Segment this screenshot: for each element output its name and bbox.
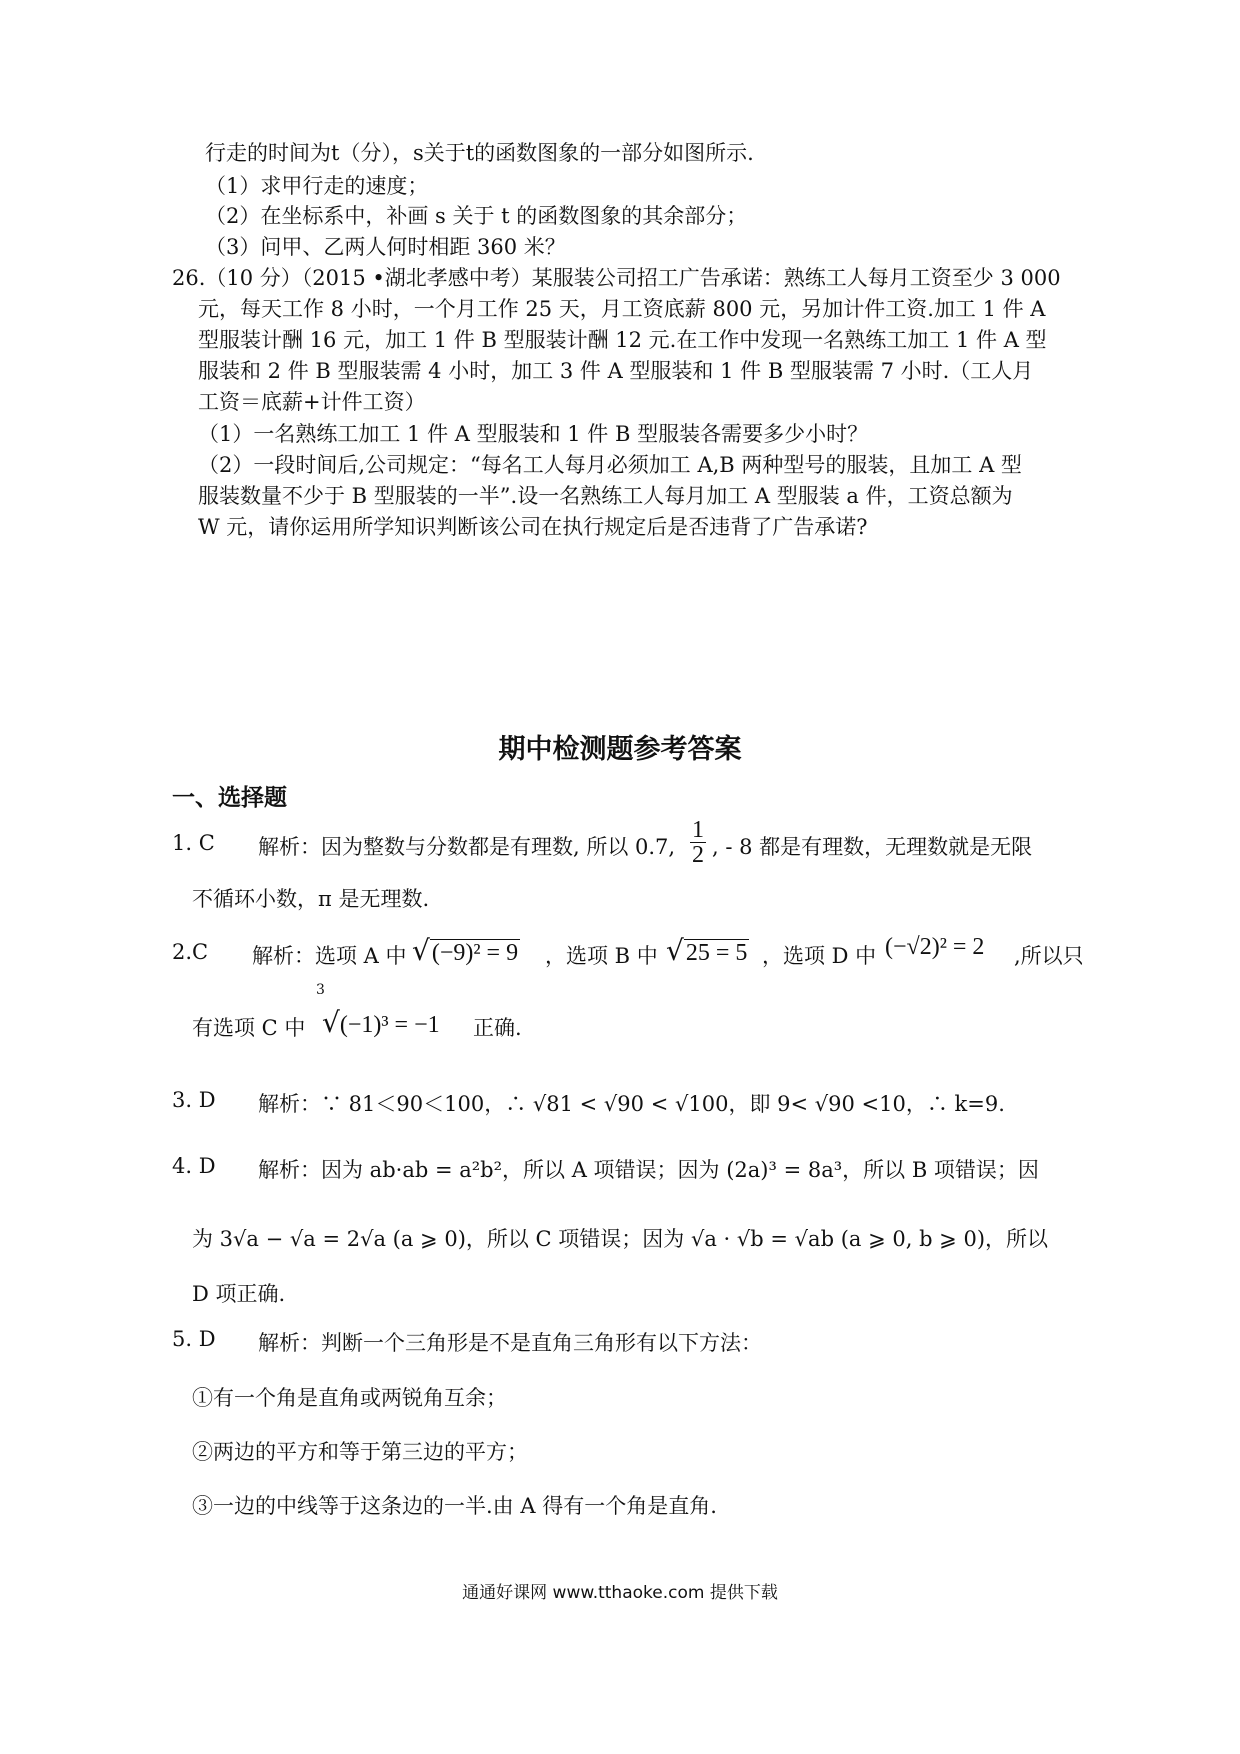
q26-sub1: （1）一名熟练工加工 1 件 A 型服装和 1 件 B 型服装各需要多少小时？ [198,422,869,446]
q26-line1: 26.（10 分）（2015 •湖北孝感中考）某服装公司招工广告承诺：熟练工人每月工资至少 3 000 [172,266,1061,290]
q25-sub3: （3）问甲、乙两人何时相距 360 米？ [205,235,566,259]
radicand: (−9)² = 9 [431,940,519,966]
answer-2-math-3: (−√2)² = 2 [885,934,985,960]
radical-sign: √ [666,934,684,967]
answer-5-item3: ③一边的中线等于这条边的一半.由 A 得有一个角是直角. [192,1494,717,1518]
answer-1-line2: 不循环小数，π 是无理数. [192,887,430,911]
q26-line4: 服装和 2 件 B 型服装需 4 小时，加工 3 件 A 型服装和 1 件 B 型服装需 7 小时.（工人月 [198,359,1034,383]
q25-sub2: （2）在坐标系中，补画 s 关于 t 的函数图象的其余部分； [205,204,748,228]
q26-line5: 工资＝底薪+计件工资） [198,390,426,414]
q25-line1: 行走的时间为t（分），s关于t的函数图象的一部分如图所示. [205,141,754,165]
answer-2-text-d: ,所以只 [1014,944,1084,968]
answer-2-text-a: 解析：选项 A 中 [252,944,407,968]
answer-2-math-2 [666,934,749,967]
fraction-denominator: 2 [692,842,704,868]
q25-sub1: （1）求甲行走的速度； [205,174,429,198]
answer-3-label: 3. D [172,1088,216,1112]
q26-line3: 型服装计酬 16 元，加工 1 件 B 型服装计酬 12 元.在工作中发现一名熟练工加工 1 件 A 型 [198,328,1047,352]
answer-4-line2: 为 3√a − √a = 2√a (a ⩾ 0)，所以 C 项错误；因为 √a · √b = √ab (a ⩾ 0, b ⩾ 0)，所以 [192,1227,1049,1251]
answer-1-text-b: , - 8 都是有理数，无理数就是无限 [712,835,1033,859]
answer-4-line3: D 项正确. [192,1282,286,1306]
answer-2-line2-b: 正确. [473,1016,522,1040]
answer-5-label: 5. D [172,1327,216,1351]
answer-1-label: 1. C [172,831,215,855]
answers-title: 期中检测题参考答案 [498,734,742,765]
answer-2-math-1 [412,934,520,967]
section-choice: 一、选择题 [172,785,287,811]
answer-5-item1: ①有一个角是直角或两锐角互余； [192,1386,507,1410]
answer-2-line2-a: 有选项 C 中 [192,1016,306,1040]
radicand: (−1)³ = −1 [339,1012,440,1038]
answer-4-line1: 解析：因为 ab·ab = a²b²，所以 A 项错误；因为 (2a)³ = 8a³，所以 B 项错误；因 [258,1158,1039,1182]
answer-4-label: 4. D [172,1154,216,1178]
answer-2-text-b: ，选项 B 中 [545,944,658,968]
answer-2-text-c: ，选项 D 中 [762,944,877,968]
answer-2-math-4 [322,1006,440,1039]
q26-sub2b: 服装数量不少于 B 型服装的一半”.设一名熟练工人每月加工 A 型服装 a 件，工资总额为 [198,484,1013,508]
page-footer: 通通好课网 www.tthaoke.com 提供下载 [462,1583,778,1603]
q26-sub2a: （2）一段时间后,公司规定：“每名工人每月必须加工 A,B 两种型号的服装，且加工 A 型 [198,453,1022,477]
answer-5-item2: ②两边的平方和等于第三边的平方； [192,1440,528,1464]
q26-sub2c: W 元，请你运用所学知识判断该公司在执行规定后是否违背了广告承诺? [198,515,868,539]
answer-1-text-a: 解析：因为整数与分数都是有理数, 所以 0.7, [258,835,676,859]
answer-2-label: 2.C [172,940,209,964]
radicand: 25 = 5 [685,940,748,966]
answer-1-fraction [690,818,706,867]
root-index: 3 [316,982,325,998]
answer-5-line1: 解析：判断一个三角形是不是直角三角形有以下方法： [258,1331,762,1355]
radical-sign: √ [412,934,430,967]
radical-sign: √ [322,1006,340,1039]
fraction-numerator: 1 [692,817,704,843]
answer-3-text: 解析：∵ 81＜90＜100，∴ √81 < √90 < √100，即 9< √90 <10，∴ k=9. [258,1092,1005,1116]
q26-line2: 元，每天工作 8 小时，一个月工作 25 天，月工资底薪 800 元，另加计件工资.加工 1 件 A [198,297,1046,321]
